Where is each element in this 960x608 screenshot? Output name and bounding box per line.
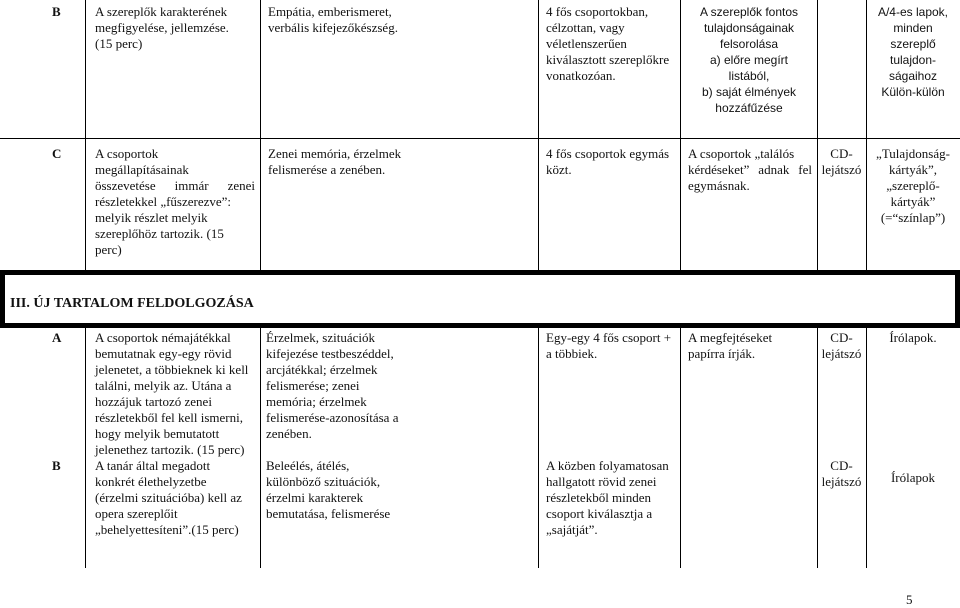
materials-cell: A/4-es lapok, minden szereplő tulajdon- ságaihoz Külön-külön	[877, 5, 949, 99]
row-letter: C	[52, 146, 62, 161]
materials-cell: Írólapok	[890, 470, 936, 485]
materials-cell: Írólapok.	[889, 330, 937, 345]
page-number: 5	[906, 592, 913, 607]
row-letter: B	[52, 458, 61, 473]
section-heading-frame	[0, 270, 960, 328]
activity-cell: A tanár által megadott konkrét élethelyzetbe (érzelmi szituációba) kell az opera szereplőit „behelyettesíteni”.(15 perc)	[95, 458, 242, 537]
tools-cell: CD- lejátszó	[821, 330, 862, 361]
section-heading: III. ÚJ TARTALOM FELDOLGOZÁSA	[10, 296, 254, 311]
task-cell: A csoportok „találós kérdéseket” adnak fel egymásnak.	[688, 146, 812, 193]
organization-cell: A közben folyamatosan hallgatott rövid zenei részletekből minden csoport kiválasztja a „sajátját”.	[546, 458, 669, 537]
row-letter: A	[52, 330, 62, 345]
organization-cell: Egy-egy 4 fős csoport + a többiek.	[546, 330, 672, 361]
skills-cell: Beleélés, átélés, különböző szituációk, érzelmi karakterek bemutatása, felismerése	[266, 458, 391, 521]
task-cell: A szereplők fontos tulajdonságainak felsorolása a) előre megírt listából, b) saját élmények hozzáfűzése	[699, 5, 799, 115]
task-cell: A megfejtéseket papírra írják.	[688, 330, 773, 361]
skills-cell: Zenei memória, érzelmek felismerése a zenében.	[268, 146, 402, 177]
materials-cell: „Tulajdonság- kártyák”, „szereplő- kártyák” (=“színlap”)	[876, 146, 950, 225]
tools-cell: CD- lejátszó	[821, 458, 862, 489]
activity-cell: A csoportok némajátékkal bemutatnak egy-egy rövid jelenetet, a többieknek ki kell találni, melyik az. Utána a hozzájuk tartozó zenei részletekből fel kell ismerni, hogy melyik bemutatott jelenethez tartozik. (15 perc)	[95, 330, 249, 457]
activity-cell: A csoportok megállapításainak összevetése immár zenei részletekkel „fűszerezve”: melyik részlet melyik szereplőhöz tartozik. (15 perc)	[95, 146, 255, 257]
organization-cell: 4 fős csoportok egymás közt.	[546, 146, 670, 177]
organization-cell: 4 fős csoportokban, célzottan, vagy véletlenszerűen kiválasztott szereplőkre vonatkozóan.	[546, 4, 670, 83]
skills-cell: Érzelmek, szituációk kifejezése testbeszéddel, arcjátékkal; érzelmek felismerése; zenei memória; érzelmek felismerése-azonosítása a zenében.	[266, 330, 399, 441]
activity-cell: A szereplők karakterének megfigyelése, jellemzése. (15 perc)	[95, 4, 229, 51]
row-letter: B	[52, 4, 61, 19]
tools-cell: CD- lejátszó	[821, 146, 862, 177]
skills-cell: Empátia, emberismeret, verbális kifejezőkészség.	[268, 4, 398, 35]
